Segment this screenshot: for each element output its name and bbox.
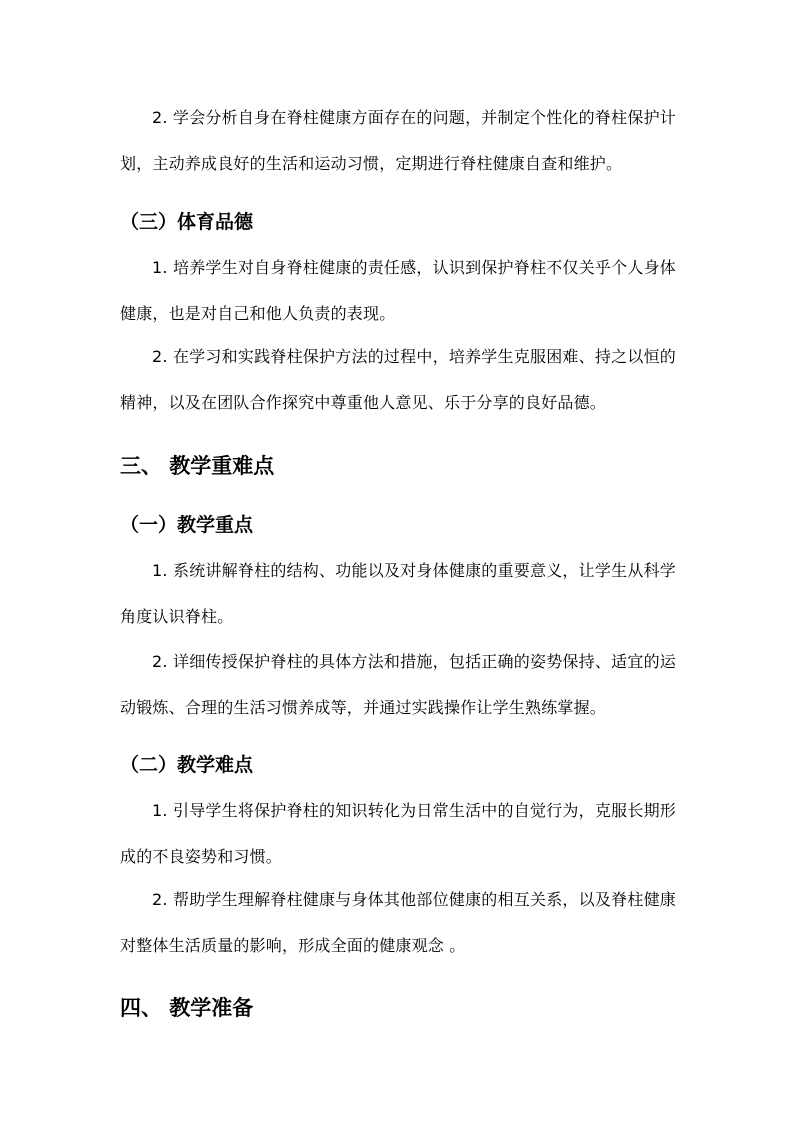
paragraph-difficulty-1: 1. 引导学生将保护脊柱的知识转化为日常生活中的自觉行为，克服长期形成的不良姿势和习惯。 xyxy=(120,801,676,866)
subheading-sports-morality: （三）体育品德 xyxy=(120,211,254,233)
paragraph-key-point-2: 2. 详细传授保护脊柱的具体方法和措施，包括正确的姿势保持、适宜的运动锻炼、合理的生活习惯养成等，并通过实践操作让学生熟练掌握。 xyxy=(120,652,676,717)
paragraph-physical-ability-2: 2. 学会分析自身在脊柱健康方面存在的问题，并制定个性化的脊柱保护计划，主动养成良好的生活和运动习惯，定期进行脊柱健康自查和维护。 xyxy=(120,108,676,173)
subheading-teaching-key-points: （一）教学重点 xyxy=(120,514,254,536)
heading-teaching-preparation: 四、 教学准备 xyxy=(120,996,254,1020)
heading-teaching-key-difficult-points: 三、 教学重难点 xyxy=(120,454,275,478)
subheading-teaching-difficulties: （二）教学难点 xyxy=(120,754,254,776)
paragraph-difficulty-2: 2. 帮助学生理解脊柱健康与身体其他部位健康的相互关系，以及脊柱健康对整体生活质量的影响，形成全面的健康观念 。 xyxy=(120,890,676,955)
paragraph-sports-morality-2: 2. 在学习和实践脊柱保护方法的过程中，培养学生克服困难、持之以恒的精神，以及在团队合作探究中尊重他人意见、乐于分享的良好品德。 xyxy=(120,347,676,412)
paragraph-sports-morality-1: 1. 培养学生对自身脊柱健康的责任感，认识到保护脊柱不仅关乎个人身体健康，也是对自己和他人负责的表现。 xyxy=(120,258,676,323)
paragraph-key-point-1: 1. 系统讲解脊柱的结构、功能以及对身体健康的重要意义，让学生从科学角度认识脊柱。 xyxy=(120,561,676,626)
